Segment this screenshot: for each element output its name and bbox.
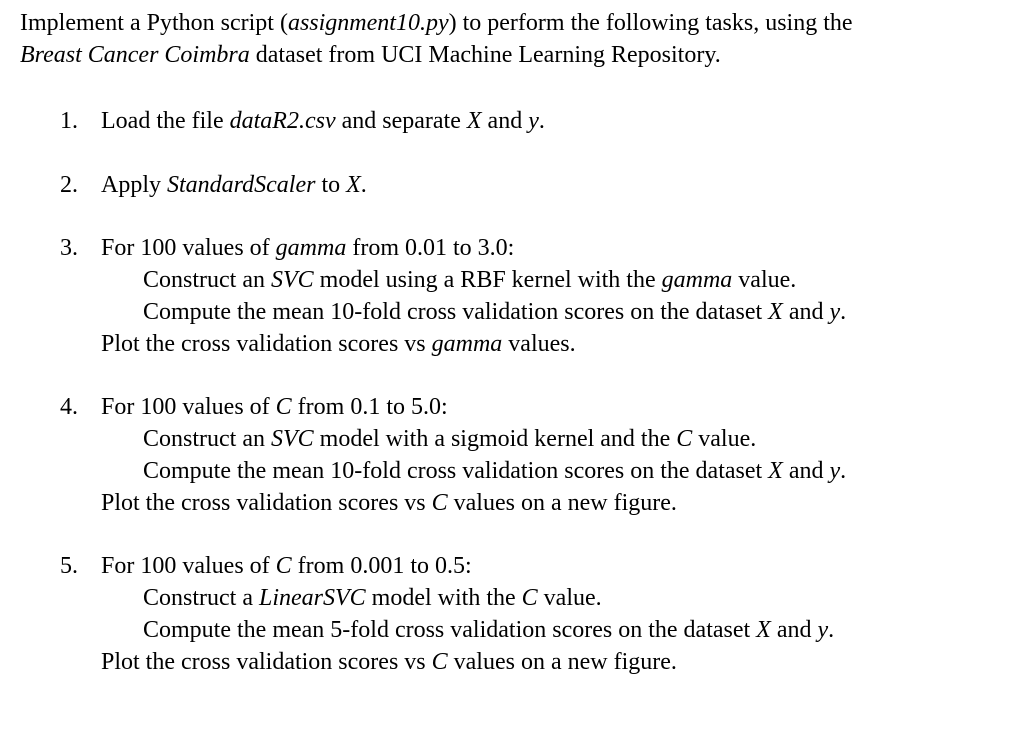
intro-paragraph [20,7,1010,71]
task-subline: Construct a LinearSVC model with the C value. [143,585,602,611]
task-line: Apply StandardScaler to X. [101,172,367,198]
task-number: 3. [60,235,78,261]
task-subline: Construct an SVC model using a RBF kernel with the gamma value. [143,267,797,293]
task-subline: Compute the mean 10-fold cross validation scores on the dataset X and y. [143,458,847,484]
task-1 [60,105,1010,137]
task-number: 4. [60,394,78,420]
task-line: Plot the cross validation scores vs C values on a new figure. [101,490,677,516]
task-subline: Compute the mean 10-fold cross validation scores on the dataset X and y. [143,299,847,325]
task-5 [60,550,1010,678]
task-4 [60,391,1010,519]
task-line: Load the file dataR2.csv and separate X and y. [101,108,545,134]
task-subline: Compute the mean 5-fold cross validation scores on the dataset X and y. [143,617,835,643]
task-3 [60,232,1010,360]
task-number: 1. [60,108,78,134]
task-number: 2. [60,172,78,198]
script-filename: assignment10.py [287,10,449,36]
task-line: For 100 values of gamma from 0.01 to 3.0: [101,235,515,261]
task-line: For 100 values of C from 0.1 to 5.0: [101,394,448,420]
task-2 [60,169,1010,201]
task-line: Plot the cross validation scores vs C values on a new figure. [101,649,677,675]
task-line: Plot the cross validation scores vs gamma values. [101,331,576,357]
dataset-name: Breast Cancer Coimbra [20,42,250,68]
task-number: 5. [60,553,78,579]
intro-line-1: Implement a Python script (assignment10.py) to perform the following tasks, using the [20,10,853,36]
task-subline: Construct an SVC model with a sigmoid kernel and the C value. [143,426,757,452]
task-line: For 100 values of C from 0.001 to 0.5: [101,553,472,579]
intro-line-2: Breast Cancer Coimbra dataset from UCI Machine Learning Repository. [20,42,721,68]
